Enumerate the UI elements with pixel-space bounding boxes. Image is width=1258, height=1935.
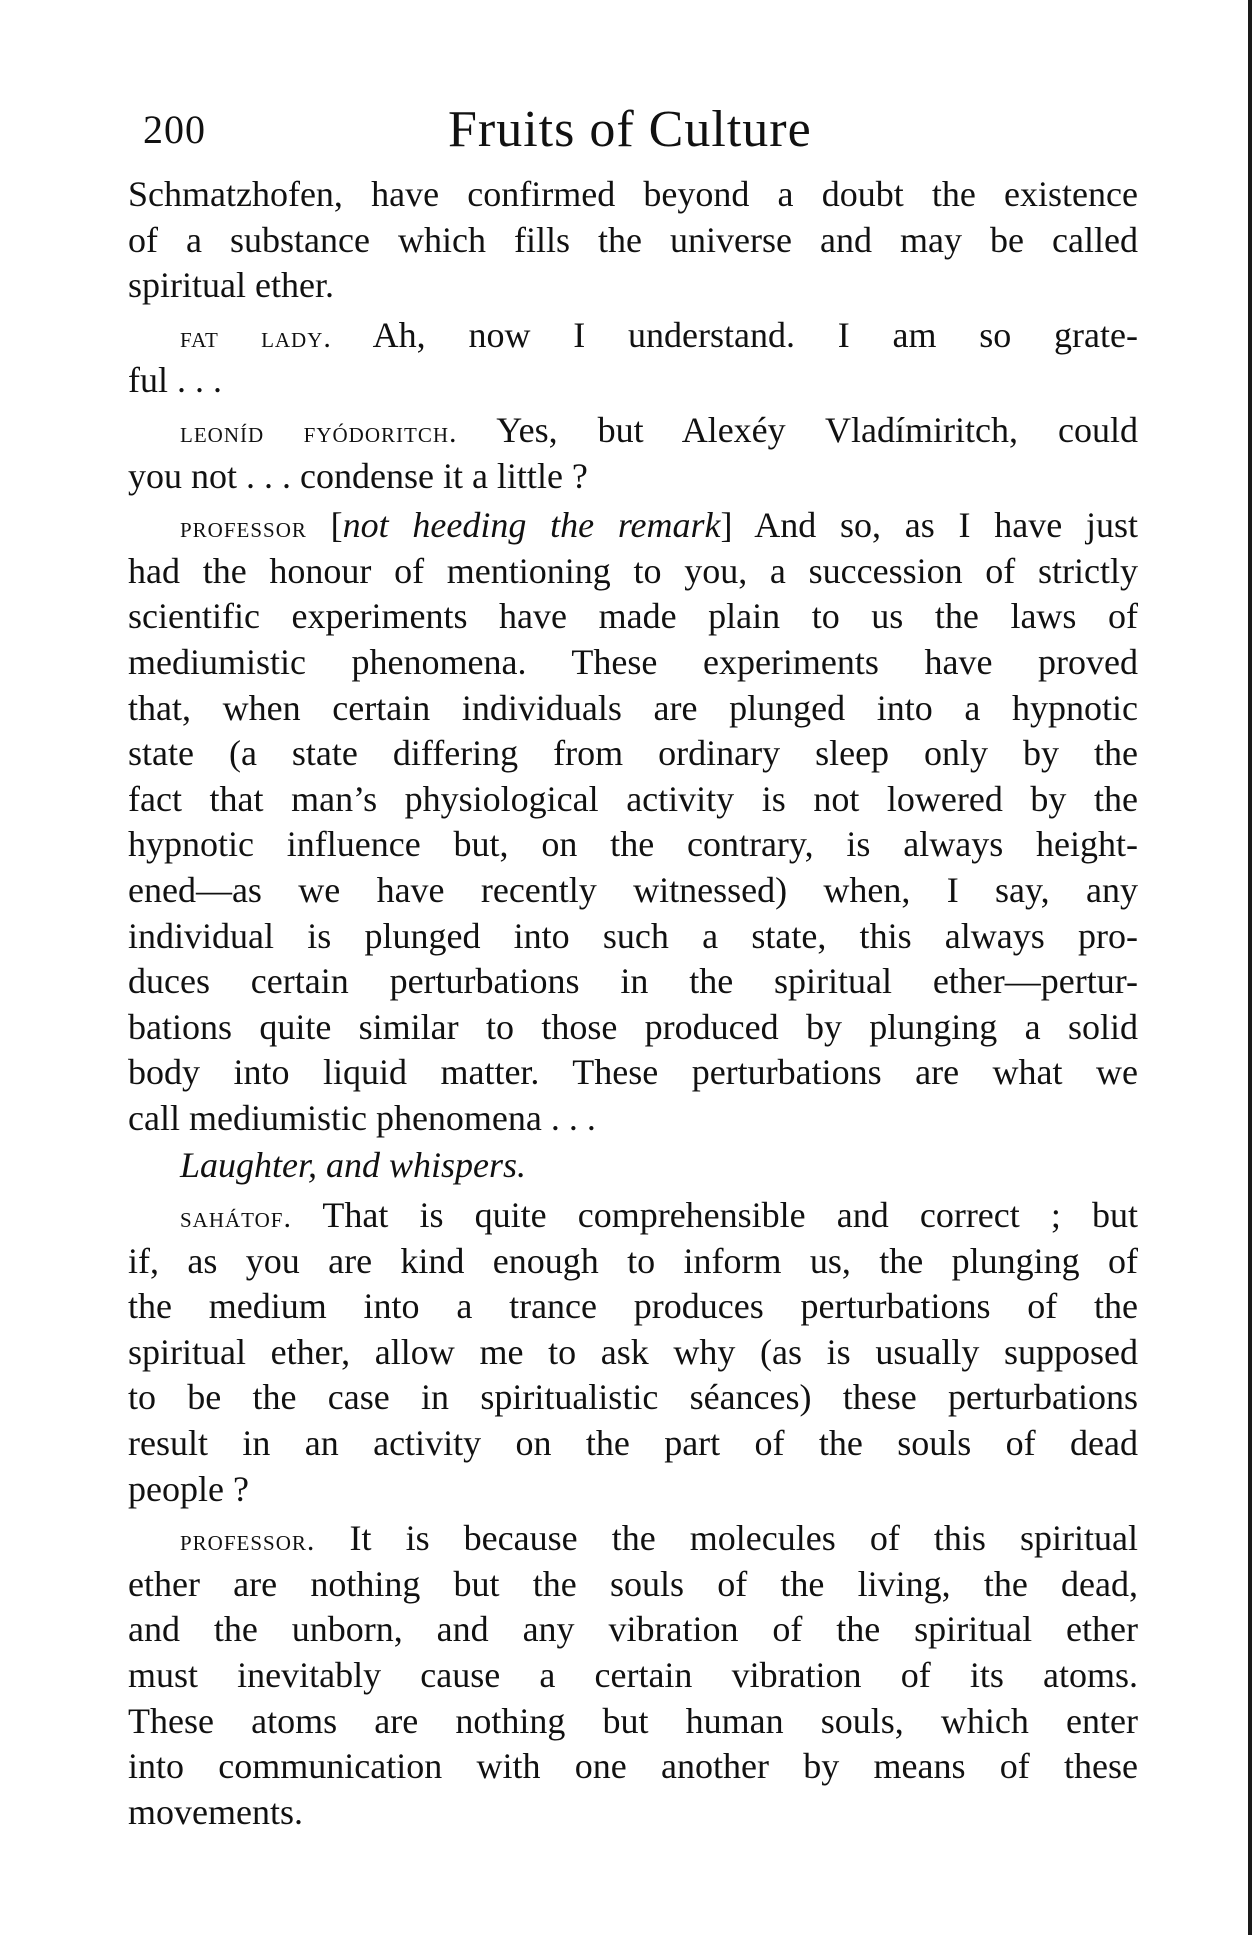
text-line xyxy=(128,1193,1138,1239)
page-number: 200 xyxy=(143,107,206,152)
speech-text: That is quite comprehensible and correct ; but xyxy=(291,1195,1138,1236)
stage-direction: not heeding the remark xyxy=(342,505,721,546)
text-line: body into liquid matter. These perturbations are what we xyxy=(128,1052,1138,1093)
page-header xyxy=(143,96,1143,166)
speech-text: Ah, now I understand. I am so grate- xyxy=(331,314,1138,355)
text-line: bations quite similar to those produced by plunging a solid xyxy=(128,1006,1138,1047)
text-line: scientific experiments have made plain to us the laws of xyxy=(128,596,1138,637)
speaker-name: leoníd fyódoritch. xyxy=(180,415,458,449)
running-title: Fruits of Culture xyxy=(448,101,812,158)
text-line: spiritual ether. xyxy=(128,265,334,306)
speech-professor xyxy=(128,503,1138,1141)
text-line: of a substance which fills the universe and may be called xyxy=(128,219,1138,260)
text-line: fact that man’s physiological activity is not lowered by the xyxy=(128,778,1138,819)
text-line: if, as you are kind enough to inform us, the plunging of xyxy=(128,1240,1138,1281)
text-line xyxy=(128,503,1138,549)
bracket-open: [ xyxy=(306,505,343,546)
speech-text: And so, as I have just xyxy=(732,505,1138,546)
text-line: duces certain perturbations in the spiritual ether—pertur- xyxy=(128,961,1138,1002)
text-line: spiritual ether, allow me to ask why (as is usually supposed xyxy=(128,1331,1138,1372)
text-line: state (a state differing from ordinary sleep only by the xyxy=(128,733,1138,774)
text-line: individual is plunged into such a state, this always pro- xyxy=(128,915,1138,956)
text-line: that, when certain individuals are plunged into a hypnotic xyxy=(128,687,1138,728)
bracket-close: ] xyxy=(720,505,733,546)
text-line: had the honour of mentioning to you, a succession of strictly xyxy=(128,550,1138,591)
body-text xyxy=(128,172,1138,1835)
speech-text: Yes, but Alexéy Vladímiritch, could xyxy=(457,409,1138,450)
text-line: to be the case in spiritualistic séances) these perturbations xyxy=(128,1377,1138,1418)
text-line: into communication with one another by means of these xyxy=(128,1746,1138,1787)
text-line: ether are nothing but the souls of the living, the dead, xyxy=(128,1563,1138,1604)
text-line: hypnotic influence but, on the contrary, is always height- xyxy=(128,824,1138,865)
speech-sahatof xyxy=(128,1193,1138,1512)
speaker-name: professor. xyxy=(180,1524,316,1558)
text-line: Schmatzhofen, have confirmed beyond a doubt the existence xyxy=(128,174,1138,214)
text-line: people ? xyxy=(128,1468,249,1509)
speaker-name: sahátof. xyxy=(180,1201,292,1235)
page-edge-border xyxy=(1248,0,1252,1935)
text-line: result in an activity on the part of the souls of dead xyxy=(128,1423,1138,1464)
speech-text: It is because the molecules of this spiritual xyxy=(315,1518,1138,1559)
text-line: and the unborn, and any vibration of the spiritual ether xyxy=(128,1609,1138,1650)
text-line: mediumistic phenomena. These experiments have proved xyxy=(128,641,1138,682)
text-line: movements. xyxy=(128,1791,303,1832)
text-line: These atoms are nothing but human souls, which enter xyxy=(128,1700,1138,1741)
stage-direction-paragraph: Laughter, and whispers. xyxy=(180,1145,527,1186)
speech-professor xyxy=(128,1516,1138,1835)
text-line: the medium into a trance produces perturbations of the xyxy=(128,1286,1138,1327)
speaker-name: fat lady. xyxy=(180,320,332,354)
text-line: ful . . . xyxy=(128,360,222,401)
text-line xyxy=(128,1516,1138,1562)
paragraph-continuation xyxy=(128,172,1138,309)
speech-leonid xyxy=(128,408,1138,499)
text-line xyxy=(128,313,1138,359)
speech-fat-lady xyxy=(128,313,1138,404)
text-line: ened—as we have recently witnessed) when, I say, any xyxy=(128,869,1138,910)
text-line: call mediumistic phenomena . . . xyxy=(128,1097,596,1138)
speaker-name: professor xyxy=(180,511,307,545)
text-line: must inevitably cause a certain vibration of its atoms. xyxy=(128,1655,1138,1695)
text-line: you not . . . condense it a little ? xyxy=(128,455,588,496)
text-line xyxy=(128,408,1138,454)
